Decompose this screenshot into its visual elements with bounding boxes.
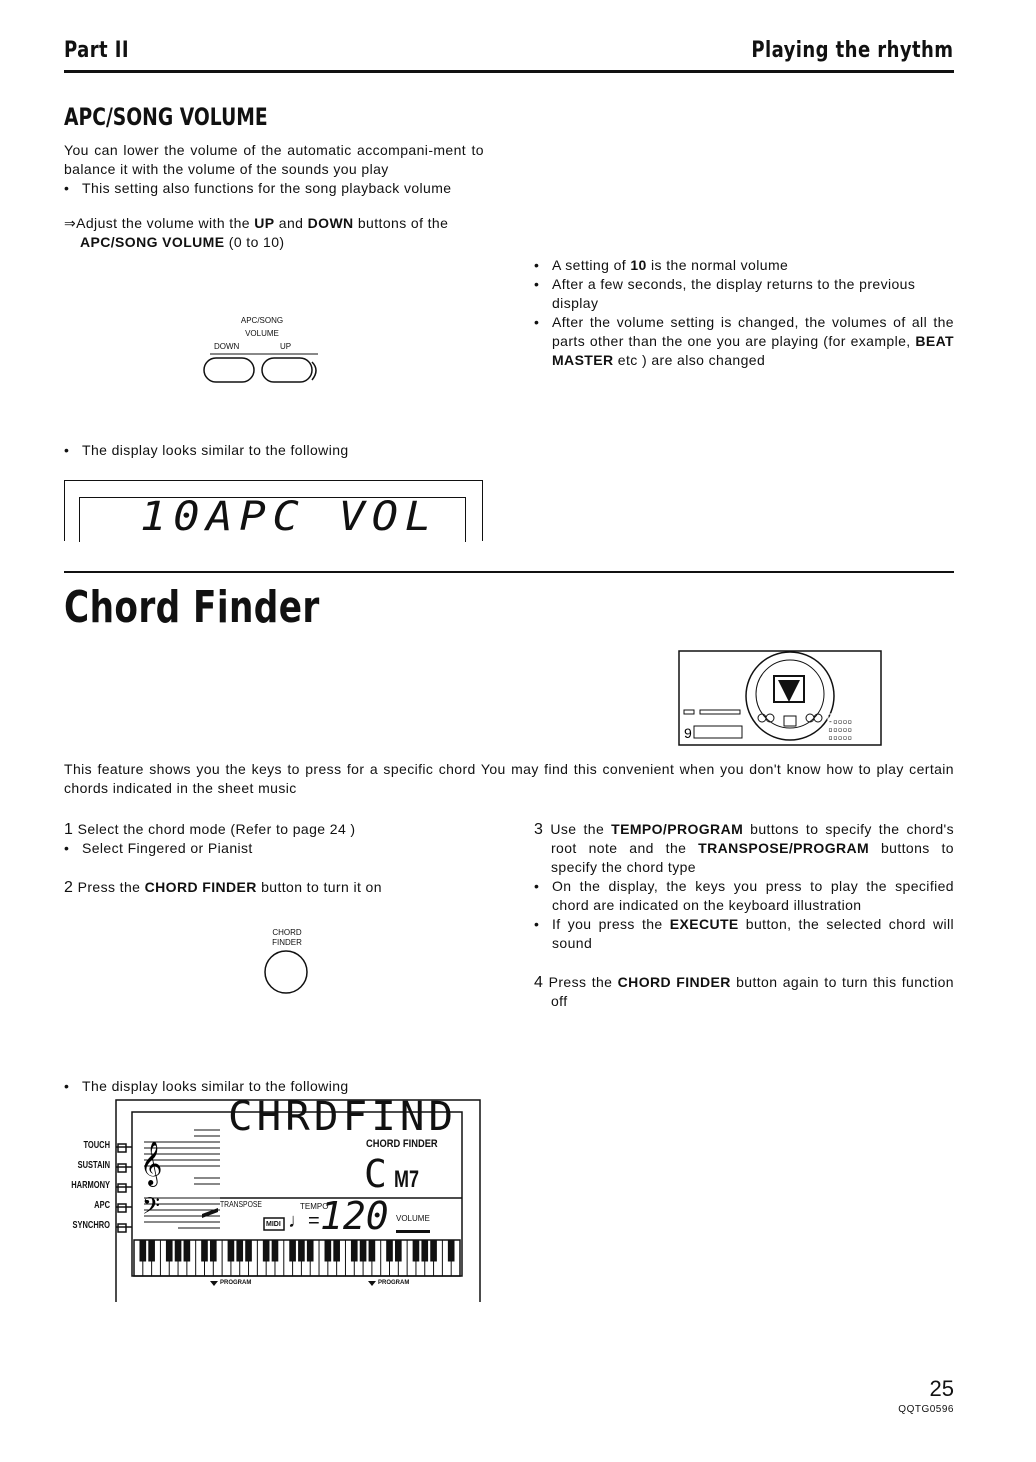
apc-bullet: • This setting also functions for the song playback volume [64, 179, 484, 198]
lcd-volume-bar [396, 1226, 430, 1233]
svg-text:9: 9 [684, 725, 692, 741]
chord-finder-button [262, 928, 312, 994]
step-3: 3 Use the TEMPO/PROGRAM buttons to specify the chord's root note and the TRANSPOSE/PROGRAM buttons to specify the chord type [534, 821, 954, 875]
lcd-chord-finder-label: CHORD FINDER [366, 1138, 438, 1150]
apc-note-1: • A setting of 10 is the normal volume [534, 256, 954, 275]
svg-text:𝄢: 𝄢 [142, 1192, 161, 1225]
svg-text:▫▫▫▫▫: ▫▫▫▫▫ [828, 733, 853, 742]
page-number: 25 [929, 1376, 954, 1401]
apc-btn-title2: VOLUME [245, 329, 279, 338]
round-button-icon [262, 948, 312, 994]
apc-button-pair-icon [200, 350, 330, 386]
chord-btn-label2: FINDER [272, 938, 302, 947]
chapter-title: Playing the rhythm [750, 38, 953, 63]
apc-note-3: • After the volume setting is changed, the volumes of all the parts other than the one you are playing (for example, BEAT MASTER etc ) are also changed [534, 313, 954, 370]
section-rule [64, 571, 954, 573]
chord-lcd-top-text: CHRDFIND [228, 1094, 458, 1140]
document-code: QQTG0596 [898, 1404, 954, 1415]
chord-finder-title: Chord Finder [64, 582, 320, 633]
panel-location-diagram [678, 650, 882, 746]
apc-volume-buttons [200, 316, 330, 386]
side-label-touch: TOUCH [83, 1140, 110, 1151]
chord-lcd-figure [60, 1090, 482, 1302]
chord-display-note: • The display looks similar to the following [64, 1077, 502, 1096]
lcd-midi-icon: MIDI [266, 1221, 281, 1228]
apc-adjust: ⇒Adjust the volume with the UP and DOWN buttons of the APC/SONG VOLUME (0 to 10) [64, 215, 449, 250]
chord-steps-right [534, 820, 954, 1011]
apc-display-note: • The display looks similar to the following [64, 441, 502, 460]
lcd-tempo-note: ♩= [288, 1210, 320, 1232]
apc-intro: You can lower the volume of the automatic accompani-ment to balance it with the volume of the sounds you play [64, 142, 484, 177]
lcd-chord-root: C [364, 1152, 387, 1196]
side-label-sustain: SUSTAIN [77, 1160, 110, 1171]
lcd-tempo-value: 120 [320, 1194, 389, 1238]
apc-note-2: • After a few seconds, the display returns to the previous display [534, 275, 954, 313]
apc-lcd-frame [64, 480, 483, 541]
section-title-apc: APC/SONG VOLUME [64, 103, 268, 131]
chord-intro: This feature shows you the keys to press for a specific chord You may find this convenient when you don't know how to play certain chords indicated in the sheet music [64, 761, 954, 796]
side-label-harmony: HARMONY [71, 1180, 110, 1191]
side-label-apc: APC [94, 1200, 110, 1211]
svg-text:▫▫▫▫▫: ▫▫▫▫▫ [828, 725, 853, 734]
header-rule [64, 70, 954, 73]
chord-btn-label1: CHORD [272, 928, 302, 937]
step-3-bullet-1: • On the display, the keys you press to play the specified chord are indicated on the keyboard illustration [534, 877, 954, 915]
side-label-synchro: SYNCHRO [72, 1220, 110, 1231]
up-label: UP [280, 342, 292, 351]
apc-lcd-text: 10APC VOL [140, 494, 438, 540]
step-2: 2 Press the CHORD FINDER button to turn it on [64, 879, 382, 896]
apc-text [64, 141, 484, 252]
apc-btn-title: APC/SONG [240, 316, 284, 325]
step-3-bullet-2: • If you press the EXECUTE button, the selected chord will sound [534, 915, 954, 953]
part-label: Part II [64, 38, 130, 63]
step-1: 1 Select the chord mode (Refer to page 24 ) [64, 821, 356, 838]
lcd-chord-type: M7 [394, 1166, 420, 1193]
lcd-volume-label: VOLUME [396, 1214, 430, 1223]
apc-notes [534, 256, 954, 370]
lcd-tempo-label: TEMPO [300, 1202, 329, 1211]
lcd-program-label-1: PROGRAM [220, 1280, 252, 1286]
lcd-program-label-2: PROGRAM [378, 1280, 410, 1286]
chord-steps-left [64, 820, 484, 897]
down-label: DOWN [214, 342, 240, 351]
lcd-transpose-label: TRANSPOSE [220, 1200, 262, 1209]
step-1-bullet: • Select Fingered or Pianist [64, 839, 484, 858]
svg-text:𝄞: 𝄞 [140, 1141, 163, 1185]
step-4: 4 Press the CHORD FINDER button again to turn this function off [534, 974, 954, 1009]
svg-text:-▫▫▫▫: -▫▫▫▫ [828, 717, 853, 726]
